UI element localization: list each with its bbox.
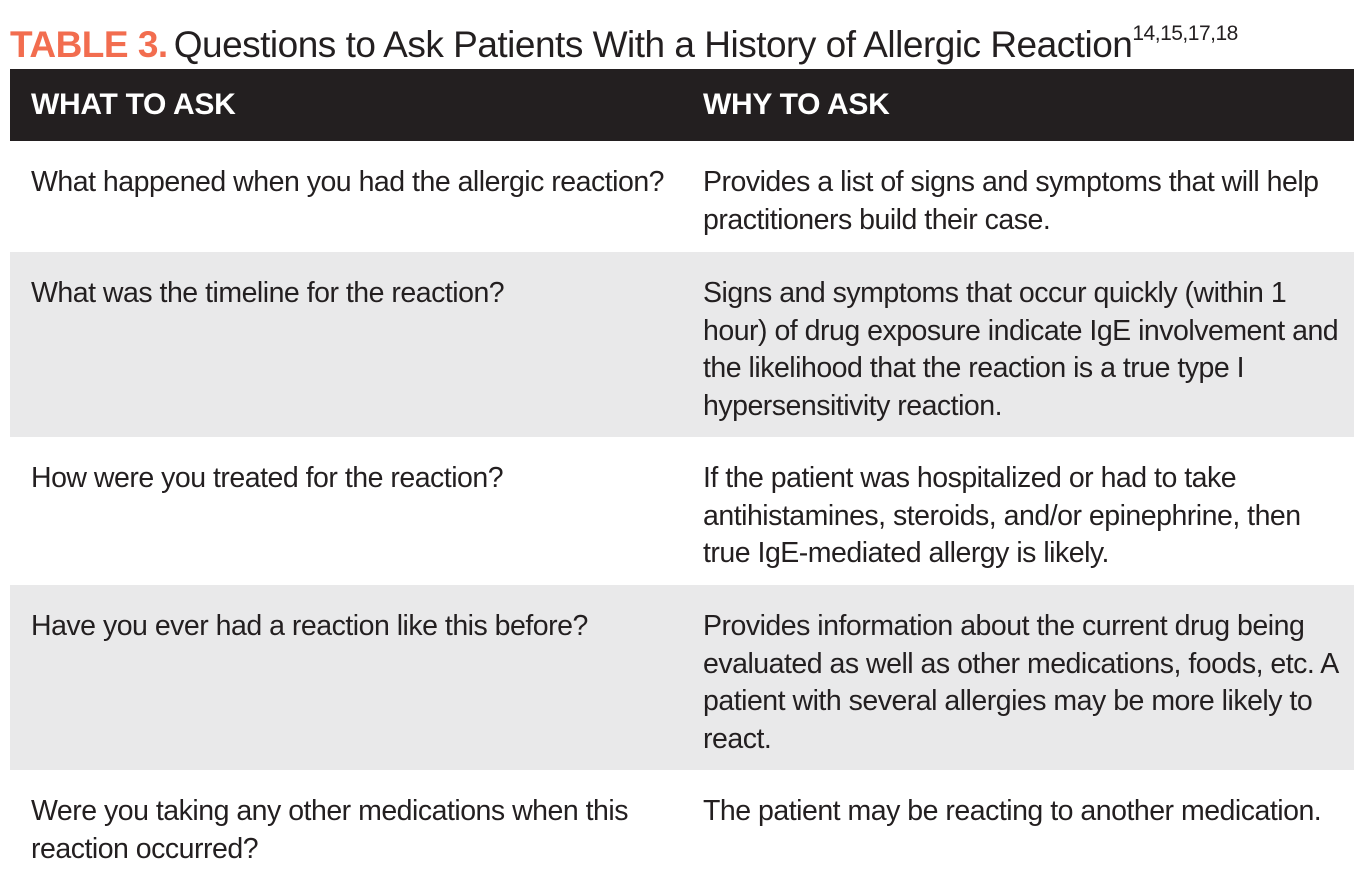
table-row (10, 141, 1354, 252)
reference-superscript: 14,15,17,18 (1132, 22, 1238, 45)
reason-cell: Provides a list of signs and symptoms that will help practitioners build their case. (703, 166, 1319, 236)
table-label: TABLE 3. (10, 24, 168, 65)
table-caption (10, 8, 1238, 65)
table-row (10, 252, 1354, 437)
table-row (10, 437, 1354, 585)
table-row (10, 770, 1354, 874)
table-row (10, 585, 1354, 770)
question-cell: How were you treated for the reaction? (31, 462, 504, 494)
table-header-row (10, 69, 1354, 141)
reason-cell: Signs and symptoms that occur quickly (within 1 hour) of drug exposure indicate IgE involvement and the likelihood that the reaction is a true type I hypersensitivity reaction. (703, 277, 1339, 422)
reason-cell: The patient may be reacting to another medication. (703, 795, 1322, 827)
question-cell: What happened when you had the allergic reaction? (31, 166, 665, 198)
reason-cell: Provides information about the current drug being evaluated as well as other medications, foods, etc. A patient with several allergies may be more likely to react. (703, 610, 1338, 755)
question-cell: Were you taking any other medications when this reaction occurred? (31, 795, 628, 865)
reason-cell: If the patient was hospitalized or had to take antihistamines, steroids, and/or epinephrine, then true IgE-mediated allergy is likely. (703, 462, 1301, 569)
table-title: Questions to Ask Patients With a History of Allergic Reaction (173, 24, 1133, 65)
question-cell: What was the timeline for the reaction? (31, 277, 505, 309)
questions-table (10, 69, 1354, 874)
question-cell: Have you ever had a reaction like this before? (31, 610, 588, 642)
column-header-what-to-ask: WHAT TO ASK (31, 88, 236, 121)
column-header-why-to-ask: WHY TO ASK (703, 88, 890, 121)
